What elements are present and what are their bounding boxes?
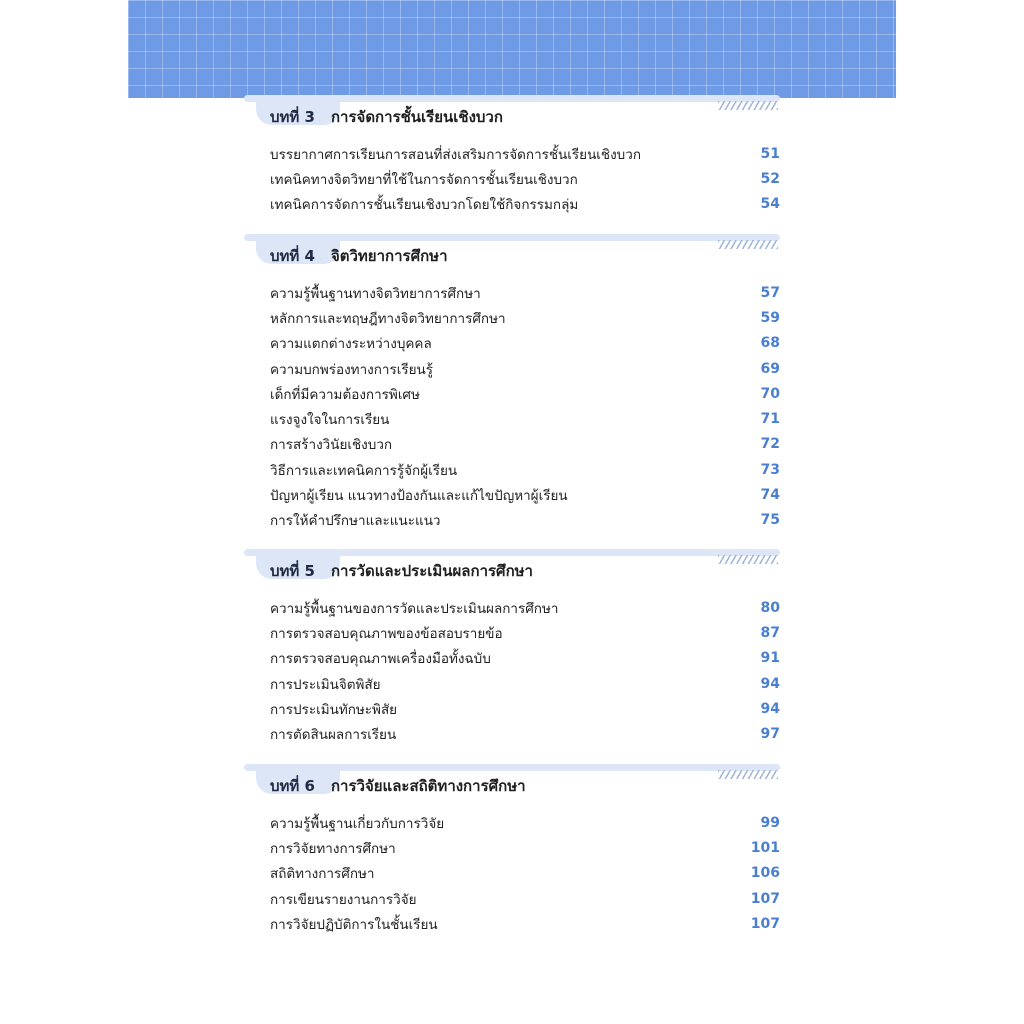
chapter-title: การจัดการชั้นเรียนเชิงบวก	[330, 108, 503, 126]
toc-entry-title: การเขียนรายงานการวิจัย	[270, 891, 417, 908]
toc-entry-page: 74	[760, 487, 780, 504]
toc-entry-page: 73	[760, 461, 780, 478]
chapter-heading	[270, 560, 533, 582]
table-of-contents	[244, 0, 780, 1024]
toc-entry-title: การตัดสินผลการเรียน	[270, 727, 397, 744]
toc-entry[interactable]	[270, 886, 780, 911]
toc-entry-page: 87	[760, 624, 780, 641]
toc-entry-page: 68	[760, 335, 780, 352]
toc-entry-title: วิธีการและเทคนิคการรู้จักผู้เรียน	[270, 462, 458, 479]
toc-entry[interactable]	[270, 861, 780, 886]
toc-entry-title: การให้คำปรึกษาและแนะแนว	[270, 513, 441, 530]
toc-entry-title: การตรวจสอบคุณภาพเครื่องมือทั้งฉบับ	[270, 651, 491, 668]
toc-entry-page: 52	[760, 170, 780, 187]
toc-entry-page: 94	[760, 700, 780, 717]
toc-entry-page: 71	[760, 411, 780, 428]
chapter-heading	[270, 106, 503, 128]
toc-entry-title: แรงจูงใจในการเรียน	[270, 412, 390, 429]
chapter-number-label: บทที่ 4	[270, 247, 315, 265]
toc-entry-page: 75	[760, 512, 780, 529]
chapter-entry-list	[270, 141, 780, 217]
toc-entry-page: 80	[760, 599, 780, 616]
toc-entry-title: สถิติทางการศึกษา	[270, 866, 375, 883]
toc-entry[interactable]	[270, 166, 780, 191]
toc-entry-title: เด็กที่มีความต้องการพิเศษ	[270, 386, 420, 403]
hatch-decoration	[718, 101, 778, 110]
chapter-number-label: บทที่ 5	[270, 562, 315, 580]
toc-entry-title: การตรวจสอบคุณภาพของข้อสอบรายข้อ	[270, 625, 503, 642]
toc-entry[interactable]	[270, 280, 780, 305]
chapter-title: การวัดและประเมินผลการศึกษา	[330, 562, 533, 580]
toc-entry-page: 97	[760, 726, 780, 743]
toc-entry[interactable]	[270, 810, 780, 835]
toc-entry-title: การวิจัยทางการศึกษา	[270, 840, 396, 857]
chapter-title: การวิจัยและสถิติทางการศึกษา	[330, 777, 526, 795]
chapter-entry-list	[270, 280, 780, 533]
toc-entry-page: 51	[760, 145, 780, 162]
toc-entry-page: 99	[760, 814, 780, 831]
toc-entry[interactable]	[270, 482, 780, 507]
toc-entry[interactable]	[270, 406, 780, 431]
chapter-title: จิตวิทยาการศึกษา	[330, 247, 448, 265]
toc-entry-title: ความแตกต่างระหว่างบุคคล	[270, 336, 432, 353]
toc-entry-title: การประเมินจิตพิสัย	[270, 676, 381, 693]
toc-entry-page: 54	[760, 196, 780, 213]
toc-entry-title: เทคนิคการจัดการชั้นเรียนเชิงบวกโดยใช้กิจกรรมกลุ่ม	[270, 197, 579, 214]
toc-entry-page: 57	[760, 284, 780, 301]
toc-entry-page: 101	[750, 839, 780, 856]
toc-entry-page: 59	[760, 309, 780, 326]
toc-entry[interactable]	[270, 721, 780, 746]
toc-entry[interactable]	[270, 432, 780, 457]
toc-entry-title: บรรยากาศการเรียนการสอนที่ส่งเสริมการจัดการชั้นเรียนเชิงบวก	[270, 146, 641, 163]
toc-entry-page: 69	[760, 360, 780, 377]
hatch-decoration	[718, 240, 778, 249]
chapter-entry-list	[270, 810, 780, 936]
toc-entry-page: 106	[750, 865, 780, 882]
chapter-number-label: บทที่ 6	[270, 777, 315, 795]
toc-entry-page: 70	[760, 385, 780, 402]
toc-entry-title: การวิจัยปฏิบัติการในชั้นเรียน	[270, 916, 438, 933]
toc-entry[interactable]	[270, 141, 780, 166]
hatch-decoration	[718, 770, 778, 779]
chapter-heading	[270, 245, 448, 267]
chapter-entry-list	[270, 595, 780, 747]
toc-entry-title: ความรู้พื้นฐานเกี่ยวกับการวิจัย	[270, 815, 445, 832]
toc-entry-page: 94	[760, 675, 780, 692]
toc-entry[interactable]	[270, 381, 780, 406]
toc-entry[interactable]	[270, 595, 780, 620]
chapter-number-label: บทที่ 3	[270, 108, 315, 126]
toc-entry[interactable]	[270, 835, 780, 860]
toc-entry[interactable]	[270, 457, 780, 482]
toc-entry-title: ปัญหาผู้เรียน แนวทางป้องกันและแก้ไขปัญหาผู้เรียน	[270, 488, 568, 505]
toc-entry-title: เทคนิคทางจิตวิทยาที่ใช้ในการจัดการชั้นเรียนเชิงบวก	[270, 171, 578, 188]
toc-entry[interactable]	[270, 911, 780, 936]
toc-entry[interactable]	[270, 508, 780, 533]
toc-entry[interactable]	[270, 356, 780, 381]
toc-entry[interactable]	[270, 671, 780, 696]
toc-entry[interactable]	[270, 646, 780, 671]
toc-entry[interactable]	[270, 696, 780, 721]
toc-entry-page: 72	[760, 436, 780, 453]
toc-entry-title: ความรู้พื้นฐานทางจิตวิทยาการศึกษา	[270, 285, 481, 302]
toc-entry[interactable]	[270, 331, 780, 356]
chapter-heading	[270, 775, 526, 797]
toc-entry-page: 107	[750, 915, 780, 932]
toc-entry-title: หลักการและทฤษฎีทางจิตวิทยาการศึกษา	[270, 310, 506, 327]
toc-entry[interactable]	[270, 305, 780, 330]
toc-entry[interactable]	[270, 620, 780, 645]
toc-entry-page: 107	[750, 890, 780, 907]
toc-entry-title: การประเมินทักษะพิสัย	[270, 701, 398, 718]
toc-entry[interactable]	[270, 192, 780, 217]
toc-entry-page: 91	[760, 650, 780, 667]
hatch-decoration	[718, 555, 778, 564]
toc-entry-title: ความบกพร่องทางการเรียนรู้	[270, 361, 434, 378]
toc-entry-title: ความรู้พื้นฐานของการวัดและประเมินผลการศึกษา	[270, 600, 559, 617]
toc-entry-title: การสร้างวินัยเชิงบวก	[270, 437, 393, 454]
